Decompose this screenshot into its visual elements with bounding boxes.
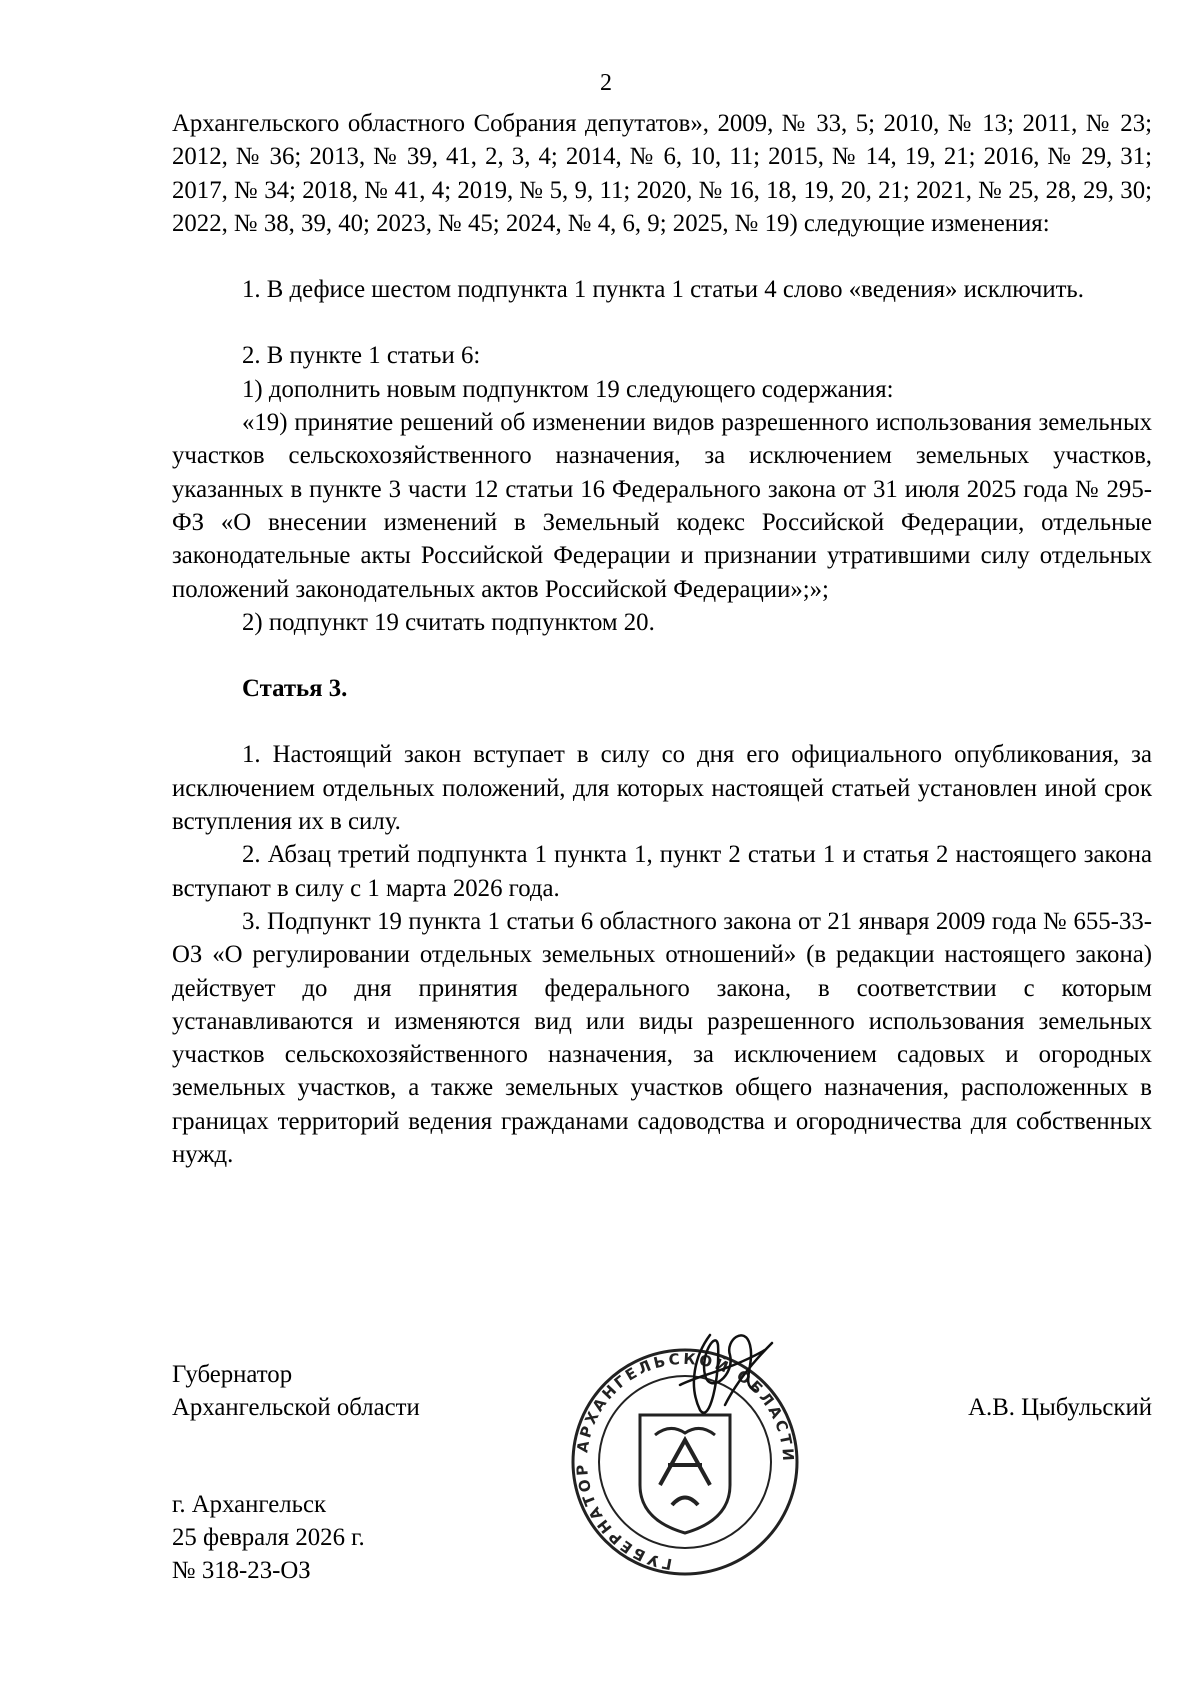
article-clause-1: 1. Настоящий закон вступает в силу со дня его официального опубликования, за исключением отдельных положений, для которых настоящей статьей установлен иной срок вступления их в силу. [172,741,1152,836]
paragraph-item-2: 2. В пункте 1 статьи 6: [242,342,481,370]
place-and-date [172,1488,365,1587]
article-clause-2: 2. Абзац третий подпункта 1 пункта 1, пункт 2 статьи 1 и статья 2 настоящего закона вступают в силу с 1 марта 2026 года. [172,841,1152,902]
seal-inner-ring [599,1376,771,1548]
coat-of-arms-icon [640,1415,730,1533]
position-line-1: Губернатор [172,1361,293,1388]
date: 25 февраля 2026 г. [172,1524,365,1551]
seal-ring-text: ГУБЕРНАТОР АРХАНГЕЛЬСКОЙ ОБЛАСТИ [572,1349,798,1574]
article-heading: Статья 3. [242,675,348,703]
signatory-name: А.В. Цыбульский [968,1394,1152,1421]
position-line-2: Архангельской области [172,1394,420,1421]
article-clause-3: 3. Подпункт 19 пункта 1 статьи 6 областного закона от 21 января 2009 года № 655-33-ОЗ «О регулировании отдельных земельных отношений» (в редакции настоящего закона) действует до дня принятия федерального закона, в соответствии с которым устанавливаются и изменяются вид или виды разрешенного использования земельных участков сельскохозяйственного назначения, за исключением садовых и огородных земельных участков, а также земельных участков общего назначения, расположенных в границах территорий ведения гражданами садоводства и огородничества для собственных нужд. [172,907,1152,1169]
city: г. Архангельск [172,1491,327,1518]
paragraph-quote: «19) принятие решений об изменении видов разрешенного использования земельных участков сельскохозяйственного назначения, за исключением земельных участков, указанных в пункте 3 части 12 статьи 16 Федерального закона от 31 июля 2025 года № 295-ФЗ «О внесении изменений в Земельный кодекс Российской Федерации, отдельные законодательные акты Российской Федерации и признании утратившими силу отдельных положений законодательных актов Российской Федерации»;»; [172,409,1152,603]
signatory-position [172,1358,420,1424]
official-seal [560,1315,810,1605]
paragraph-subitem-1: 1) дополнить новым подпунктом 19 следующего содержания: [242,375,894,403]
law-number: № 318-23-ОЗ [172,1557,311,1584]
document-body [172,107,1152,1171]
paragraph-subitem-2: 2) подпункт 19 считать подпунктом 20. [242,608,655,636]
page-number: 2 [600,70,612,96]
paragraph-item-1: 1. В дефисе шестом подпункта 1 пункта 1 статьи 4 слово «ведения» исключить. [242,276,1084,304]
paragraph-intro: Архангельского областного Собрания депутатов», 2009, № 33, 5; 2010, № 13; 2011, № 23; 2012, № 36; 2013, № 39, 41, 2, 3, 4; 2014, № 6, 10, 11; 2015, № 14, 19, 21; 2016, № 29, 31; 2017, № 34; 2018, № 41, 4; 2019, № 5, 9, 11; 2020, № 16, 18, 19, 20, 21; 2021, № 25, 28, 29, 30; 2022, № 38, 39, 40; 2023, № 45; 2024, № 4, 6, 9; 2025, № 19) следующие изменения: [172,110,1152,237]
